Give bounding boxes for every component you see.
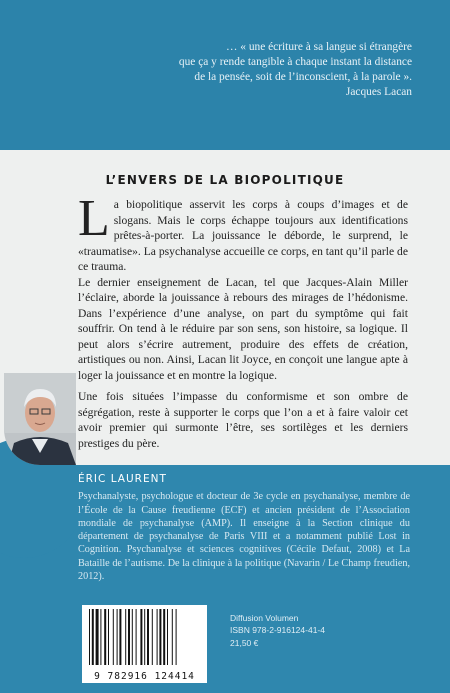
summary-paragraph-3: Une fois situées l’impasse du conformisme et son ombre de ségrégation, reste à supporter le corps que l’on a et à faire valoir cet avoir premier qui surmonte l’être, ses sortilèges et les derniers prestiges du père. bbox=[78, 390, 408, 450]
barcode-bars bbox=[87, 609, 202, 667]
author-bio-text: Psychanalyste, psychologue et docteur de 3e cycle en psychanalyse, membre de l’École de la Cause freudienne (ECF) et ancien président de l’Association mondiale de psychanalyse (AMP). Il enseigne à la Section clinique du département de psychanalyse de Paris VIII et a notamment publié Lost in Cognition. Psychanalyse et sciences cognitives (Cécile Defaut, 2008) et La Bataille de l’autisme. De la clinique à la politique (Navarin / Le Champ freudien, 2012). bbox=[78, 491, 410, 583]
barcode-number: 9 782916 124414 bbox=[94, 671, 195, 682]
summary-paragraph-2: Le dernier enseignement de Lacan, tel que Jacques-Alain Miller l’éclaire, aborde la jouissance à rebours des mirages de l’hédonisme. Dans l’expérience d’une analyse, on part du symptôme qui fait souffrir. On tend à le réduire par son sens, son histoire, sa logique. Il peut alors s’écrire autrement, produire des effets de création, artistiques ou non. Ainsi, Lacan lit Joyce, en conçoit une langue apte à loger la jouissance et en montre la logique. bbox=[78, 275, 408, 382]
epigraph bbox=[82, 40, 412, 100]
drop-cap: L bbox=[78, 190, 110, 247]
epigraph-line-2: que ça y rende tangible à chaque instant la distance bbox=[178, 56, 412, 68]
epigraph-line-3: de la pensée, soit de l’inconscient, à la parole ». bbox=[194, 71, 412, 83]
author-name: ÉRIC LAURENT bbox=[78, 473, 167, 485]
isbn-barcode bbox=[82, 605, 207, 683]
publisher-info bbox=[230, 612, 325, 649]
summary-text bbox=[78, 190, 408, 451]
author-bio bbox=[78, 473, 410, 583]
back-cover-title: L’ENVERS DE LA BIOPOLITIQUE bbox=[105, 173, 345, 187]
author-photo bbox=[4, 373, 76, 465]
diffusion-text: Diffusion Volumen bbox=[230, 613, 299, 623]
epigraph-author: Jacques Lacan bbox=[345, 86, 412, 98]
summary-paragraph-1: a biopolitique asservit les corps à coups d’images et de slogans. Mais le corps échappe toujours aux identifications prêtes-à-porter. La jouissance le déborde, le surprend, le «traumatise». La psychanalyse accueille ce corps, en tant qu’il parle de ce trauma. bbox=[78, 198, 408, 273]
price-text: 21,50 € bbox=[230, 637, 259, 648]
isbn-text: ISBN 978-2-916124-41-4 bbox=[230, 625, 325, 636]
epigraph-line-1: … « une écriture à sa langue si étrangère bbox=[226, 41, 412, 53]
